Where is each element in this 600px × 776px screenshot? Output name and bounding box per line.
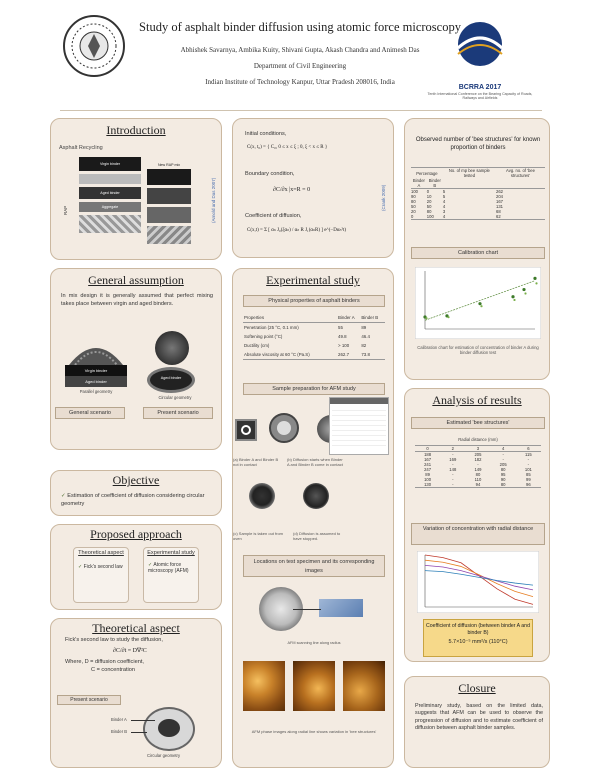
observed-table	[411, 167, 545, 220]
introduction-panel	[50, 118, 222, 260]
rap-label: RAP	[63, 205, 68, 215]
label-d: (d) Diffusion is assumed to have stopped.	[293, 531, 341, 541]
afm-caption: AFM phase images along radial line shows variation in 'bee structures'	[251, 729, 377, 734]
boundary-condition-eq: ∂C/∂x |x=R = 0	[273, 187, 311, 193]
table-cell: 46.4	[361, 334, 370, 339]
table-cell: 90	[500, 477, 506, 482]
calibration-point	[480, 305, 482, 307]
calibration-point	[478, 302, 481, 305]
aggregate-label-block: Aggregate	[79, 202, 141, 212]
table-cell: -	[452, 482, 454, 487]
parallel-geometry-diagram	[65, 365, 127, 387]
table-cell: Ductility (cm)	[244, 343, 270, 348]
physical-properties-table	[243, 313, 385, 360]
table-cell: -	[502, 457, 504, 462]
sample-spec-table	[329, 397, 389, 455]
table-cell: 55	[338, 325, 343, 330]
afm-image-3	[343, 661, 385, 711]
circular-geometry-label: Circular geometry	[158, 395, 192, 400]
col-r6: 6	[527, 446, 530, 451]
virgin-binder-layer: Virgin binder	[65, 365, 127, 376]
binder-a-core	[158, 719, 180, 737]
closure-title: Closure	[458, 681, 496, 695]
department: Department of Civil Engineering	[253, 62, 347, 70]
col-samples: No. of mp bee sample tested	[443, 168, 496, 179]
theoretical-aspect-box	[73, 547, 129, 603]
table-cell: 4	[442, 204, 446, 209]
radial-distance-header: Radial distance (mm)	[458, 437, 498, 442]
table-cell: 130	[424, 482, 432, 487]
closure-text: Preliminary study, based on the limited data, suggests that AFM can be used to observe the progression of diffusion and to estimate coefficient of diffusion between asphalt binder samples.	[415, 703, 543, 731]
table-cell: 73.8	[361, 352, 370, 357]
table-cell: 82	[361, 343, 367, 348]
table-cell: 0	[426, 189, 430, 194]
observed-panel	[404, 118, 550, 380]
col-binder-a: Binder A	[338, 315, 355, 320]
binder-a-arrow	[131, 720, 155, 721]
intro-citation: (Arnold and Das 2007)	[211, 177, 216, 223]
afm-image-2	[293, 661, 335, 711]
table-cell: Absolute viscosity at 60 °C (Pa.S)	[244, 352, 310, 357]
calibration-point	[447, 316, 449, 318]
experimental-study-panel	[232, 268, 394, 768]
table-cell: 167	[424, 457, 432, 462]
table-row	[243, 341, 385, 350]
table-cell: 90	[411, 194, 416, 199]
table-cell: 10	[426, 194, 432, 199]
binder-a-label: Binder A	[111, 717, 127, 722]
table-cell: -	[452, 477, 454, 482]
new-mix-mid	[147, 188, 191, 204]
poster-title: Study of asphalt binder diffusion using atomic force microscopy	[139, 20, 461, 34]
sample-d-image	[303, 483, 329, 509]
parallel-geometry-label: Parallel geometry	[79, 389, 113, 394]
proposed-approach-title: Proposed approach	[90, 527, 182, 541]
table-cell: 100	[424, 477, 432, 482]
introduction-title: Introduction	[106, 123, 166, 137]
circular-caption: Circular geometry	[147, 753, 181, 758]
sample-a-ring	[241, 425, 251, 435]
sample-a-inner	[277, 421, 291, 435]
conference-title: BCRRA 2017	[458, 84, 502, 91]
table-row	[243, 350, 385, 360]
experimental-study-title: Experimental study	[266, 273, 360, 287]
table-cell: 20	[411, 209, 416, 214]
aged-binder-layer: Aged binder	[65, 376, 127, 387]
coefficient-eq: C(x,t) = Σ [ αₙ J₀(ξαₙ) / αₙ R J₁(αₙR) ] e^(−Dαₙ²t)	[247, 228, 347, 233]
locations-title: Locations on test specimen and its corresponding images	[243, 555, 385, 577]
variation-plot-area	[417, 551, 539, 613]
iit-logo	[62, 14, 126, 78]
label-b: (b) Diffusion starts when Binder A and Binder B come in contact	[287, 457, 343, 467]
observed-header-row	[411, 168, 545, 179]
col-r2: 2	[451, 446, 454, 451]
where-c-text: C = concentration	[91, 667, 135, 673]
theoretical-item: ✓ Fick's second law	[78, 564, 128, 571]
table-cell: 149	[474, 467, 482, 472]
experimental-study-box	[143, 547, 199, 603]
table-cell: 62	[495, 214, 501, 219]
experimental-study-label: Experimental study	[147, 550, 195, 556]
table-cell: 99	[526, 477, 531, 482]
coefficient-box	[423, 619, 533, 657]
proposed-approach-panel	[50, 524, 222, 610]
table-cell: 49.8	[338, 334, 347, 339]
table-cell: > 100	[338, 343, 350, 348]
analysis-panel	[404, 388, 550, 662]
table-cell: 204	[495, 194, 503, 199]
calibration-point	[513, 299, 515, 301]
table-cell: 80	[500, 467, 506, 472]
rap-mix-block	[79, 215, 141, 233]
table-cell: -	[452, 472, 454, 477]
coefficient-value: 5.7×10⁻⁵ mm²/s (110°C)	[448, 638, 508, 645]
aged-binder-block: Aged binder	[79, 187, 141, 199]
table-cell: 101	[524, 467, 532, 472]
theoretical-aspect-panel	[50, 618, 222, 768]
institute: Indian Institute of Technology Kanpur, Uttar Pradesh 208016, India	[205, 78, 395, 86]
calibration-point	[511, 295, 514, 298]
table-cell: 0	[411, 214, 414, 219]
fick-law-text: Fick's second law to study the diffusion,	[65, 637, 163, 643]
table-cell: 100	[426, 214, 434, 219]
estimated-bee-title: Estimated 'bee structures'	[411, 417, 545, 429]
binder-b-arrow	[131, 732, 147, 733]
afm-image-1	[243, 661, 285, 711]
col-binder-b: Binder B	[361, 315, 379, 320]
observed-subheader-row	[411, 178, 545, 189]
table-cell: 182	[474, 457, 482, 462]
physical-properties-title: Physical properties of asphalt binders	[243, 295, 385, 307]
calibration-point	[535, 282, 537, 284]
col-r0: 0	[426, 446, 429, 451]
new-rap-mix-label: New RAP mix	[157, 163, 181, 167]
table-cell: 205	[474, 452, 482, 457]
variation-chart	[417, 551, 539, 613]
spec-rows	[332, 406, 386, 450]
table-cell: 50	[426, 204, 432, 209]
circular-top-diagram	[155, 331, 189, 365]
recycling-diagram	[79, 157, 141, 257]
equations-panel	[232, 118, 394, 258]
coefficient-title: Coefficient of diffusion (between binder A and binder B)	[426, 623, 530, 636]
asphalt-recycling-label: Asphalt Recycling	[59, 145, 103, 151]
table-cell: 80	[475, 472, 481, 477]
table-cell: -	[527, 457, 530, 462]
table-cell: 5	[442, 194, 446, 199]
empty-cell	[496, 178, 545, 189]
observed-title: Observed number of 'bee structures' for known proportion of binders	[415, 137, 541, 151]
table-cell: -	[452, 452, 454, 457]
variation-title: Variation of concentration with radial distance	[411, 523, 545, 545]
virgin-binder-block: Virgin binder	[79, 157, 141, 171]
table-cell: 100	[411, 189, 418, 194]
table-cell: 4	[442, 214, 446, 219]
aggregate-block	[79, 174, 141, 184]
calibration-caption: Calibration chart for estimation of concentration of binder A during binder diffusion test	[417, 345, 539, 355]
bcrra-logo	[450, 18, 510, 70]
calibration-plot-area	[415, 267, 541, 339]
authors: Abhishek Savarnya, Ambika Kuity, Shivani Gupta, Akash Chandra and Animesh Das	[180, 46, 420, 54]
mixed-pile	[65, 331, 127, 369]
sample-c-image	[249, 483, 275, 509]
new-mix-base	[147, 226, 191, 244]
col-r4: 4	[501, 446, 505, 451]
table-cell: 80	[411, 199, 416, 204]
table-cell: 167	[495, 199, 503, 204]
table-cell: 96	[526, 482, 531, 487]
sample-prep-title: Sample preparation for AFM study	[243, 383, 385, 395]
binder-b-label: Binder B	[111, 729, 128, 734]
table-row	[243, 332, 385, 341]
circular-geometry-diagram	[147, 367, 195, 393]
header-divider	[60, 110, 542, 111]
scan-arrow	[293, 609, 321, 610]
where-d-text: Where, D = diffusion coefficient,	[65, 659, 144, 665]
col-binder-a: Binder A	[412, 178, 425, 188]
table-row	[243, 323, 385, 333]
table-cell: 131	[495, 204, 503, 209]
label-c: (c) Sample is taken out from oven	[233, 531, 284, 541]
col-binder-b: Binder B	[428, 178, 441, 188]
physical-table-header	[243, 313, 385, 323]
closure-panel	[404, 676, 550, 768]
table-cell: 68	[495, 209, 501, 214]
circular-sample-diagram	[143, 707, 195, 751]
initial-conditions-eq: C(x, t₀) = { C₀, 0 ≤ x ≤ ξ ; 0, ξ < x ≤ R }	[247, 145, 328, 150]
empty-cell	[443, 178, 496, 189]
assumption-text: In mix design it is generally assumed that perfect mixing takes place between virgin and aged binders.	[61, 293, 213, 307]
table-cell: 205	[499, 462, 507, 467]
sample-a-image	[235, 419, 257, 441]
table-cell: 89	[425, 472, 430, 477]
table-cell: Penetration (25 °C, 0.1 mm)	[244, 325, 299, 330]
table-cell: 50	[411, 204, 416, 209]
scan-line-caption: AFM scanning line along radius	[287, 641, 341, 645]
table-row	[411, 214, 545, 220]
table-cell: -	[452, 462, 454, 467]
calibration-chart	[415, 267, 541, 339]
new-mix-diagram	[147, 163, 191, 251]
table-cell: 262.7	[338, 352, 350, 357]
theoretical-aspect-title: Theoretical aspect	[92, 621, 180, 635]
col-properties: Properties	[244, 315, 265, 320]
equation-citation: (Crank 2009)	[381, 184, 386, 211]
general-assumption-panel	[50, 268, 222, 450]
boundary-condition-label: Boundary condition,	[245, 171, 295, 177]
scanning-strip	[319, 599, 363, 617]
table-cell: 262	[495, 189, 503, 194]
calibration-title: Calibration chart	[411, 247, 545, 259]
theoretical-aspect-label: Theoretical aspect	[78, 550, 124, 556]
col-r3: 3	[476, 446, 480, 451]
present-scenario-label: Present scenario	[143, 407, 213, 419]
estimated-bee-table	[415, 445, 541, 488]
initial-conditions-label: Initial conditions,	[245, 131, 287, 137]
conference-subtitle: Tenth International Conference on the Bearing Capacity of Roads, Railways and Airfields	[427, 92, 533, 101]
table-cell: -	[502, 452, 504, 457]
table-cell: 115	[525, 452, 532, 457]
table-cell: 148	[449, 467, 457, 472]
table-cell: 94	[475, 482, 481, 487]
col-percentage: Percentage	[411, 168, 443, 179]
table-cell: 110	[474, 477, 482, 482]
experimental-item: ✓ Atomic force microscopy (AFM)	[148, 562, 198, 576]
table-cell: 89	[361, 325, 367, 330]
objective-title: Objective	[112, 473, 160, 487]
spec-header	[330, 398, 388, 404]
calibration-point	[425, 317, 427, 319]
new-mix-low	[147, 207, 191, 223]
fick-equation: ∂C/∂t = D∇²C	[113, 648, 147, 654]
table-row	[415, 482, 541, 488]
coefficient-label: Coefficient of diffusion,	[245, 213, 302, 219]
table-cell: 188	[424, 452, 432, 457]
table-cell: 169	[449, 457, 457, 462]
label-a: (a) Binder A and Binder B not in contact	[233, 457, 279, 467]
aged-binder-core: Aged binder	[160, 376, 182, 380]
general-scenario-label: General scenario	[55, 407, 125, 419]
sample-a-dish	[269, 413, 299, 443]
objective-text: ✓ Estimation of coefficient of diffusion considering circular geometry	[61, 493, 211, 508]
calibration-point	[522, 288, 525, 291]
table-cell: 5	[442, 189, 446, 194]
table-cell: -	[477, 462, 479, 467]
analysis-title: Analysis of results	[432, 393, 522, 407]
present-scenario-tag: Present scenario	[57, 695, 121, 705]
new-mix-top	[147, 169, 191, 185]
general-assumption-title: General assumption	[88, 273, 184, 287]
table-cell: 80	[426, 209, 432, 214]
col-avg-bee: Avg. no. of 'bee structures'	[496, 168, 545, 179]
table-cell: -	[527, 462, 530, 467]
table-cell: 95	[500, 472, 506, 477]
calibration-point	[524, 292, 526, 294]
calibration-point	[533, 277, 536, 280]
table-cell: 241	[424, 462, 432, 467]
table-cell: Softening point (°C)	[244, 334, 283, 339]
table-cell: 20	[426, 199, 432, 204]
table-cell: 80	[500, 482, 506, 487]
table-cell: 85	[526, 472, 531, 477]
table-cell: 247	[424, 467, 432, 472]
objective-panel	[50, 470, 222, 516]
table-cell: 4	[442, 199, 446, 204]
table-cell: 3	[442, 209, 446, 214]
